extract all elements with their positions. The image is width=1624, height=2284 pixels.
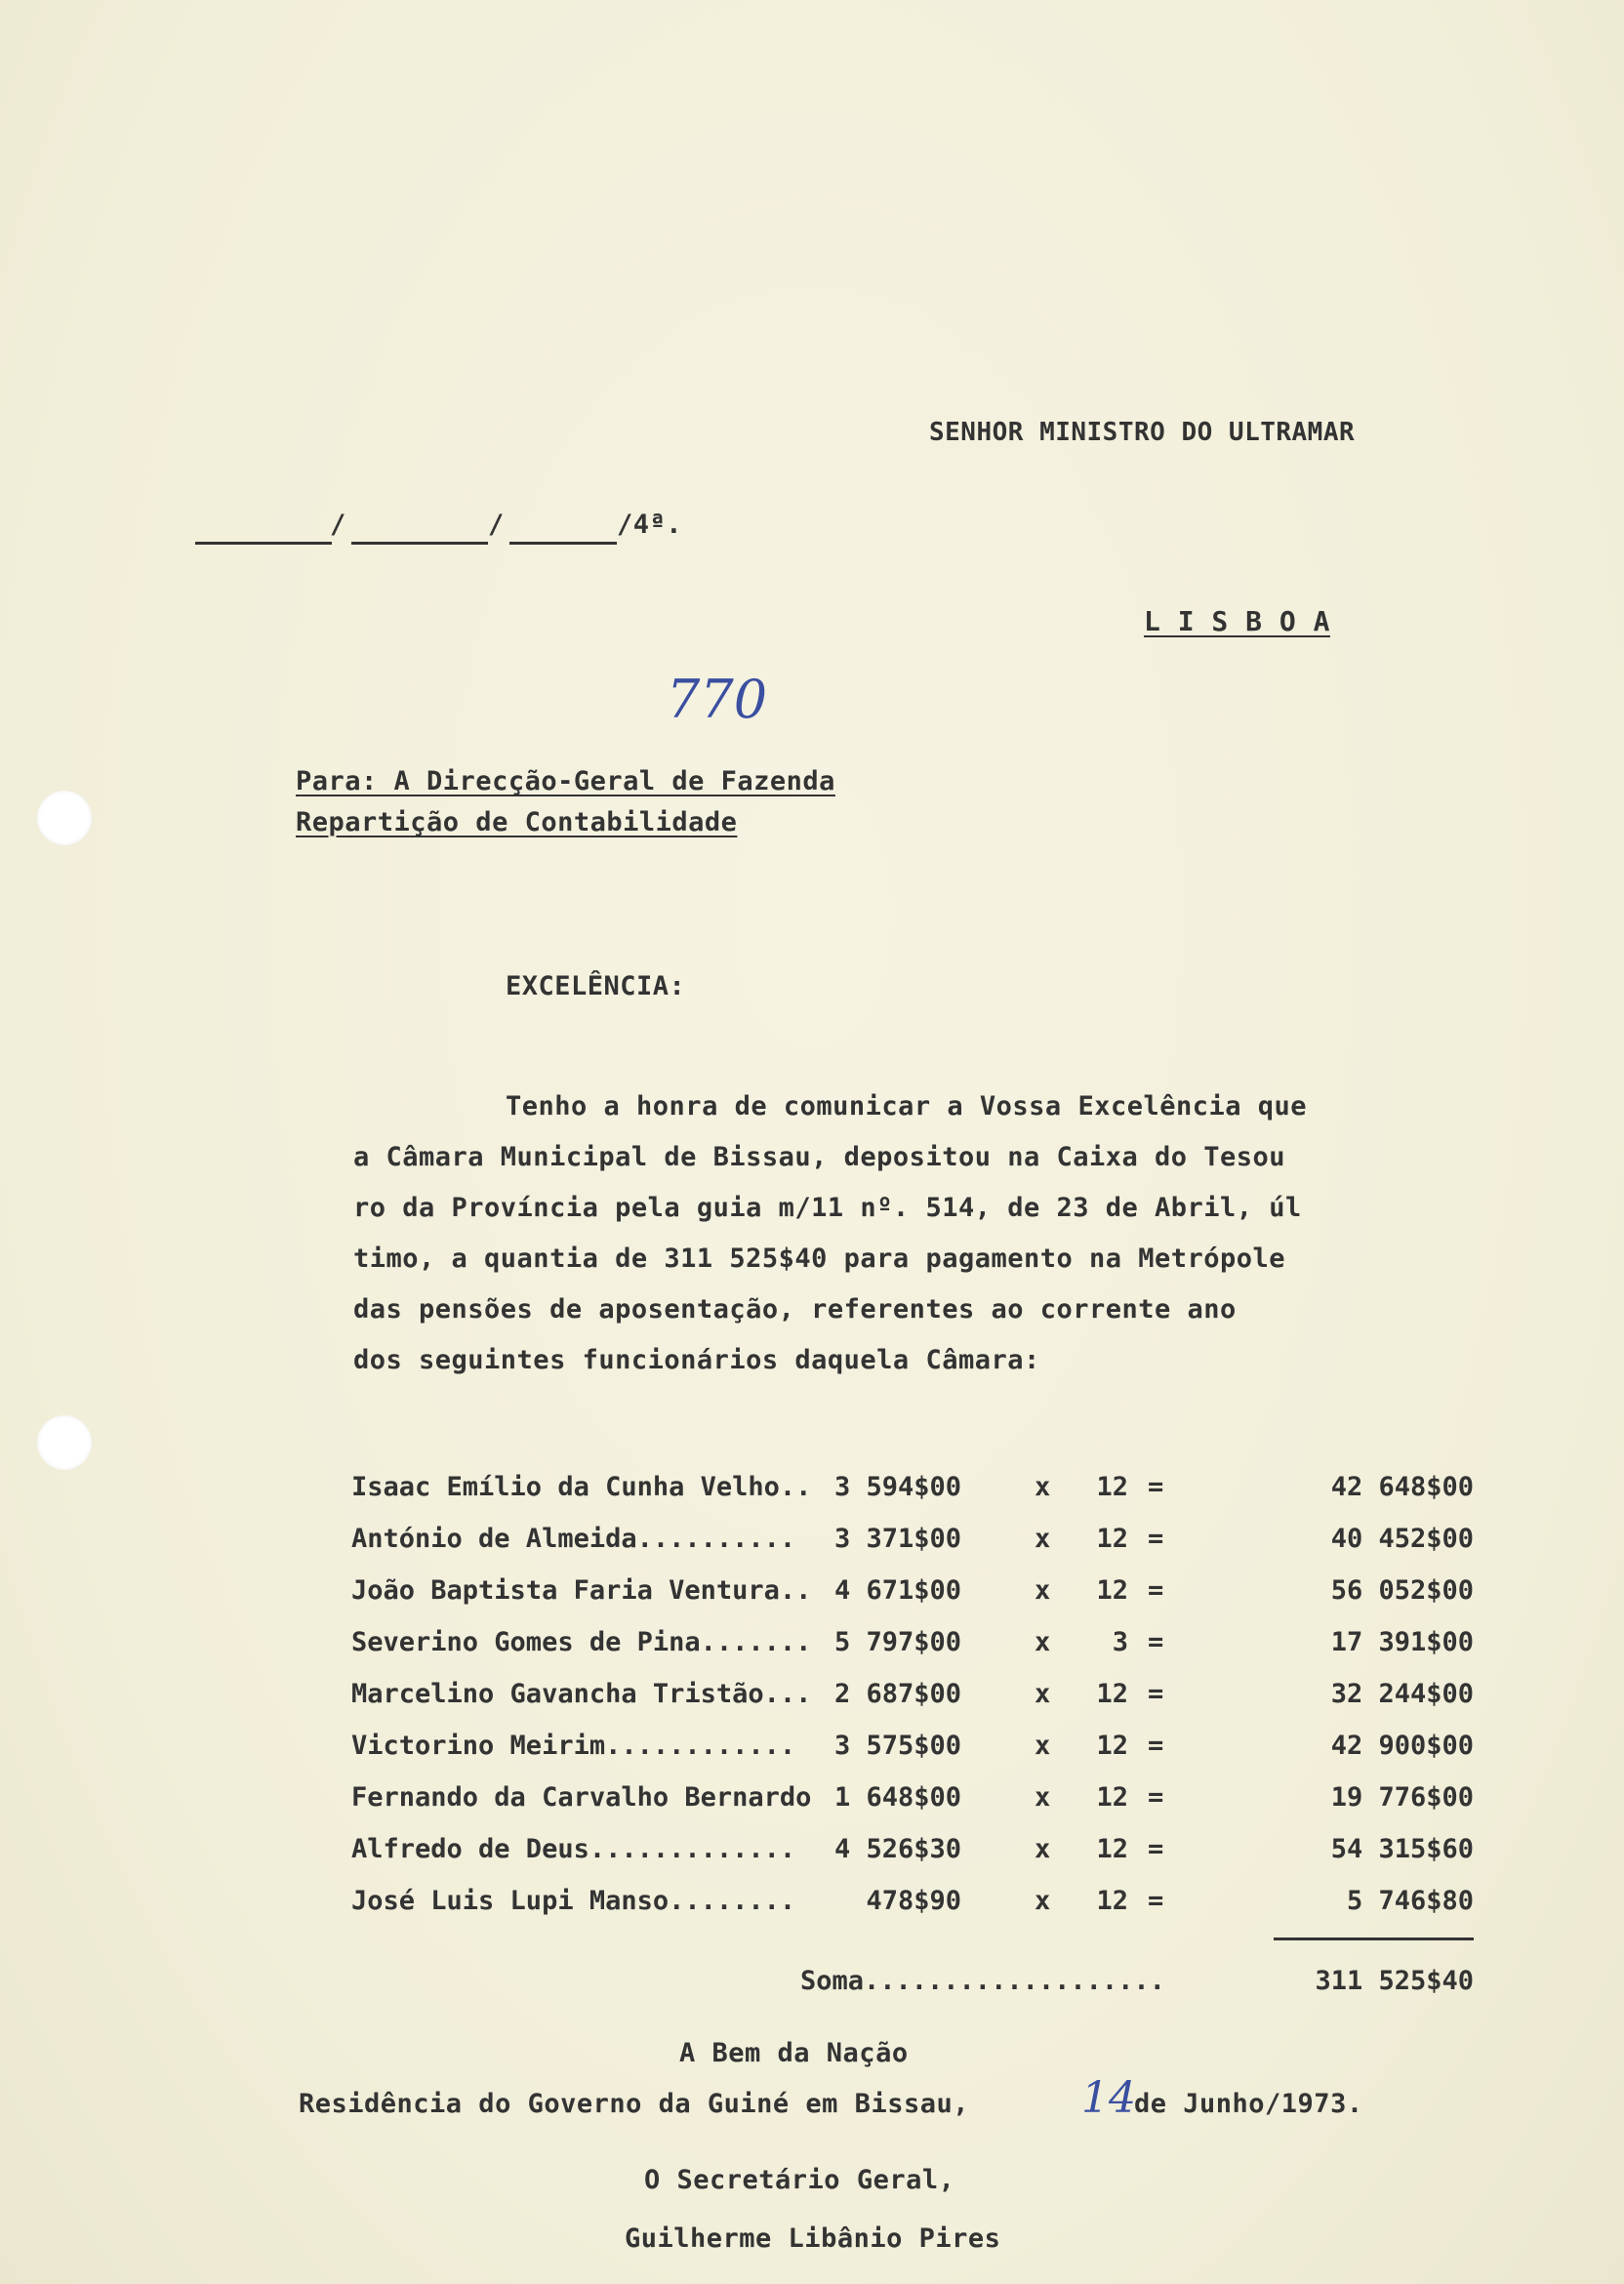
multiply-sign: x	[1035, 1472, 1051, 1502]
body-line: das pensões de aposentação, referentes ao corrente ano	[353, 1294, 1237, 1325]
equals-sign: =	[1148, 1575, 1164, 1606]
multiply-sign: x	[1035, 1782, 1051, 1813]
reference-blank-3	[509, 542, 617, 545]
handwritten-day: 14	[1081, 2073, 1136, 2123]
employee-name: António de Almeida..........	[351, 1524, 796, 1554]
months-count: 12	[1096, 1834, 1128, 1864]
equals-sign: =	[1148, 1679, 1164, 1709]
employee-name: José Luis Lupi Manso........	[351, 1886, 796, 1916]
recipient-line-2: Repartição de Contabilidade	[296, 807, 738, 837]
annual-total: 19 776$00	[1330, 1782, 1474, 1813]
signatory-name: Guilherme Libânio Pires	[625, 2223, 1001, 2254]
monthly-amount: 3 594$00	[833, 1472, 961, 1502]
months-count: 3	[1112, 1627, 1128, 1657]
table-row	[351, 1834, 1474, 1873]
destination-city: L I S B O A	[1144, 605, 1330, 637]
annual-total: 17 391$00	[1330, 1627, 1474, 1657]
months-count: 12	[1096, 1886, 1128, 1916]
monthly-amount: 4 526$30	[833, 1834, 961, 1864]
body-line: timo, a quantia de 311 525$40 para pagamento na Metrópole	[353, 1244, 1286, 1274]
employee-name: Severino Gomes de Pina.......	[351, 1627, 812, 1657]
monthly-amount: 2 687$00	[833, 1679, 961, 1709]
handwritten-number: 770	[667, 669, 768, 730]
salutation: EXCELÊNCIA:	[506, 971, 686, 1001]
months-count: 12	[1096, 1782, 1128, 1813]
table-row	[351, 1575, 1474, 1614]
months-count: 12	[1096, 1524, 1128, 1554]
monthly-amount: 1 648$00	[833, 1782, 961, 1813]
months-count: 12	[1096, 1472, 1128, 1502]
equals-sign: =	[1148, 1627, 1164, 1657]
table-row	[351, 1886, 1474, 1925]
body-line: ro da Província pela guia m/11 nº. 514, de 23 de Abril, úl	[353, 1193, 1302, 1223]
multiply-sign: x	[1035, 1524, 1051, 1554]
annual-total: 32 244$00	[1330, 1679, 1474, 1709]
employee-name: João Baptista Faria Ventura..	[351, 1575, 812, 1606]
equals-sign: =	[1148, 1731, 1164, 1761]
months-count: 12	[1096, 1679, 1128, 1709]
equals-sign: =	[1148, 1524, 1164, 1554]
annual-total: 56 052$00	[1330, 1575, 1474, 1606]
monthly-amount: 3 371$00	[833, 1524, 961, 1554]
employee-name: Alfredo de Deus.............	[351, 1834, 796, 1864]
document-page: SENHOR MINISTRO DO ULTRAMAR / / /4ª. L I S B O A 770 Para: A Direcção-Geral de Fazenda Repartição de Contabilidade EXCELÊNCIA: Tenho a honra de comunicar a Vossa Excelência que a Câmara Municipal de Bissau, depositou na Caixa do Tesou ro da Província pela guia m/11 nº. 514, de 23 de Abril, úl timo, a quantia de 311 525$40 para pagamento na Metrópole das pensões de aposentação, referentes ao corrente ano dos seguintes funcionários daquela Câmara: Isaac Emílio da Cunha Velho.. 3 594$00 x 12 = 42 648$00 António de Almeida.......... 3 371$00 x 12 = 40 452$00 João Baptista Faria Ventura.. 4 671$00 x 12 = 56 052$00 Severino Gomes de Pina....... 5 797$00 x 3 = 17 391$00 Marcelino Gavancha Tristão... 2 687$00 x 12 = 32 244$00 Victorino Meirim............ 3 575$00 x 12 = 42 900$00 Fernando da Carvalho Bernardo 1 648$00 x 12 = 19 776$00 Alfredo de Deus............. 4 526$30 x 12 = 54 315$60 José Luis Lupi Manso........ 478$90 x 12 = 5 746$80 Soma................... 311 525$40 A Bem da Nação Residência do Governo da Guiné em Bissau, 14 de Junho/1973. O Secretário Geral, Guilherme Libânio Pires	[0, 0, 1624, 2284]
employee-name: Fernando da Carvalho Bernardo	[351, 1782, 812, 1813]
sum-label: Soma...................	[800, 1966, 1165, 1996]
equals-sign: =	[1148, 1834, 1164, 1864]
signatory-title: O Secretário Geral,	[644, 2165, 955, 2195]
annual-total: 5 746$80	[1346, 1886, 1474, 1916]
closing-motto: A Bem da Nação	[679, 2038, 909, 2068]
punch-hole-bottom	[37, 1415, 92, 1470]
multiply-sign: x	[1035, 1731, 1051, 1761]
annual-total: 42 900$00	[1330, 1731, 1474, 1761]
reference-blank-2	[351, 542, 488, 545]
annual-total: 42 648$00	[1330, 1472, 1474, 1502]
equals-sign: =	[1148, 1886, 1164, 1916]
sum-row	[351, 1966, 1474, 2005]
multiply-sign: x	[1035, 1834, 1051, 1864]
reference-suffix: /4ª.	[617, 510, 683, 540]
multiply-sign: x	[1035, 1627, 1051, 1657]
sum-rule	[1274, 1937, 1474, 1940]
multiply-sign: x	[1035, 1679, 1051, 1709]
table-row	[351, 1679, 1474, 1718]
monthly-amount: 3 575$00	[833, 1731, 961, 1761]
equals-sign: =	[1148, 1472, 1164, 1502]
months-count: 12	[1096, 1575, 1128, 1606]
sum-value: 311 525$40	[1315, 1966, 1474, 1996]
table-row	[351, 1731, 1474, 1770]
reference-blank-1	[195, 542, 332, 545]
months-count: 12	[1096, 1731, 1128, 1761]
table-row	[351, 1472, 1474, 1511]
addressee: SENHOR MINISTRO DO ULTRAMAR	[929, 418, 1356, 447]
monthly-amount: 4 671$00	[833, 1575, 961, 1606]
table-row	[351, 1627, 1474, 1666]
monthly-amount: 478$90	[866, 1886, 961, 1916]
body-line: dos seguintes funcionários daquela Câmara:	[353, 1345, 1040, 1375]
employee-name: Marcelino Gavancha Tristão...	[351, 1679, 812, 1709]
table-row	[351, 1524, 1474, 1563]
table-row	[351, 1782, 1474, 1821]
monthly-amount: 5 797$00	[833, 1627, 961, 1657]
place-date-prefix: Residência do Governo da Guiné em Bissau,	[299, 2089, 969, 2119]
multiply-sign: x	[1035, 1886, 1051, 1916]
recipient-line-1: Para: A Direcção-Geral de Fazenda	[296, 766, 835, 796]
employee-name: Isaac Emílio da Cunha Velho..	[351, 1472, 812, 1502]
body-line: a Câmara Municipal de Bissau, depositou na Caixa do Tesou	[353, 1142, 1286, 1172]
annual-total: 40 452$00	[1330, 1524, 1474, 1554]
annual-total: 54 315$60	[1330, 1834, 1474, 1864]
multiply-sign: x	[1035, 1575, 1051, 1606]
equals-sign: =	[1148, 1782, 1164, 1813]
body-line: Tenho a honra de comunicar a Vossa Excelência que	[506, 1091, 1308, 1122]
place-date-suffix: de Junho/1973.	[1134, 2089, 1363, 2119]
employee-name: Victorino Meirim............	[351, 1731, 796, 1761]
punch-hole-top	[37, 791, 92, 845]
